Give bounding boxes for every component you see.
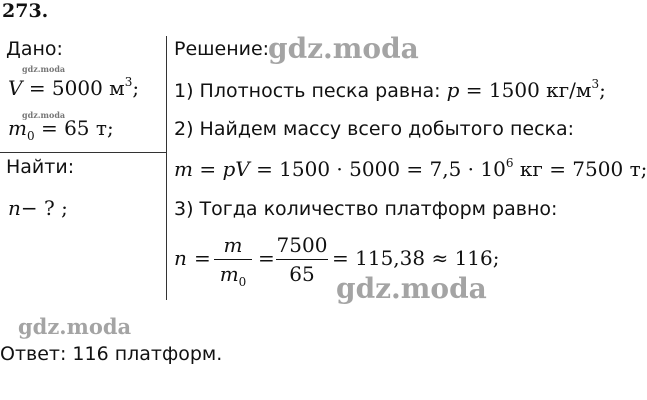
step3-result: = 115,38 ≈ 116;: [332, 246, 500, 270]
fraction-m-over-m0: m $m_0$: [214, 232, 252, 287]
step3-equals-1: =: [194, 246, 211, 270]
step2-text: 2) Найдем массу всего добытого песка:: [174, 118, 575, 140]
given-mass: $m_0 = 65$ т;: [8, 116, 114, 143]
watermark-answer: gdz.moda: [18, 314, 132, 339]
table-vertical-divider: [166, 36, 167, 300]
solution-header: Решение:: [174, 38, 270, 60]
step3-n: n: [174, 246, 187, 270]
step3-equals-2: =: [258, 246, 275, 270]
find-unknown: n− ? ;: [8, 196, 68, 220]
table-horizontal-divider: [0, 152, 167, 153]
answer-line: Ответ: 116 платформ.: [0, 343, 223, 365]
watermark-small: gdz.moda: [22, 110, 66, 120]
given-header: Дано:: [6, 38, 63, 60]
watermark-big: gdz.moda: [336, 272, 487, 305]
step3-text: 3) Тогда количество платформ равно:: [174, 198, 558, 220]
fraction-7500-over-65: 7500 65: [276, 233, 328, 286]
find-header: Найти:: [6, 156, 75, 178]
watermark-small: gdz.moda: [22, 64, 66, 74]
watermark-big: gdz.moda: [268, 32, 419, 65]
step2-formula: m = pV = $1500 \cdot 5000 = 7,5 \cdot 10^6$ кг = 7500 т;: [174, 156, 647, 181]
problem-number: 273.: [2, 0, 49, 22]
step1-line: 1) Плотность песка равна: p = 1500 $кг/м^3$;: [174, 77, 606, 102]
given-volume: V = 5000 $м^3$;: [8, 75, 140, 100]
